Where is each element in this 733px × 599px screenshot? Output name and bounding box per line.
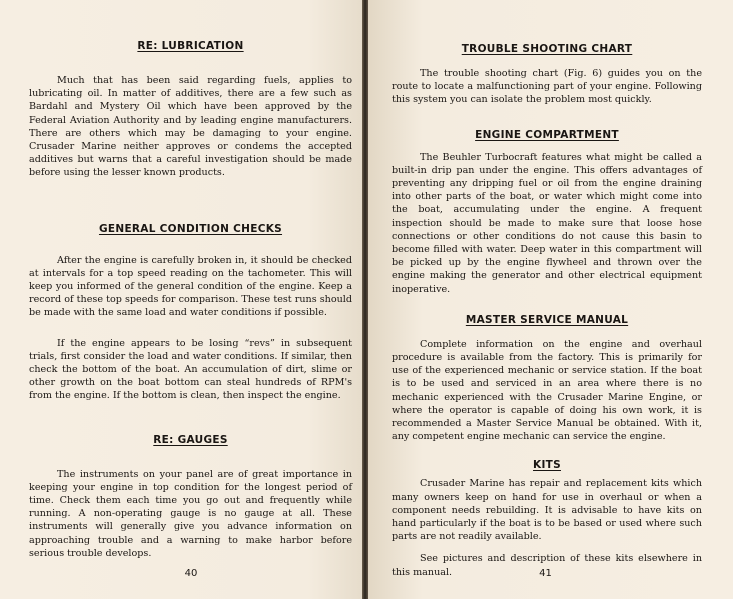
left-page bbox=[0, 0, 362, 599]
page-number-left: 40 bbox=[184, 568, 198, 579]
right-page bbox=[368, 0, 733, 599]
gauges-paragraph: The instruments on your panel are of great importance in keeping your engine in top condition for the longest period of time. Check them each time you go out and frequently while running. A non-operating gauge is no gauge at all. These instruments will generally give you advance information on approaching trouble and a warning to make harbor before serious trouble develops. bbox=[29, 468, 352, 559]
engine-compartment-heading: ENGINE COMPARTMENT bbox=[475, 128, 619, 141]
general-condition-heading: GENERAL CONDITION CHECKS bbox=[98, 222, 283, 235]
service-manual-paragraph: Complete information on the engine and overhaul procedure is available from the factory. This is primarily for use of the experienced mechanic or service station. If the boat is to be used and serviced in an area where there is no mechanic experienced with the Crusader Marine Engine, or where the operator is capable of doing his own work, it is recommended a Master Service Manual be obtained. With it, any competent engine mechanic can service the engine. bbox=[392, 338, 702, 443]
kits-heading: KITS bbox=[533, 459, 561, 472]
general-condition-paragraph-1: After the engine is carefully broken in, it should be checked at intervals for a top speed reading on the tachometer. This will keep you informed of the general condition of the engine. Keep a record of these top speeds for comparison. These test runs should be made with the same load and water conditions if possible. bbox=[29, 254, 352, 319]
trouble-chart-heading: TROUBLE SHOOTING CHART bbox=[461, 43, 633, 55]
service-manual-heading: MASTER SERVICE MANUAL bbox=[465, 313, 629, 326]
lubrication-paragraph: Much that has been said regarding fuels, applies to lubricating oil. In matter of additives, there are a few such as Bardahl and Mystery Oil which have been approved by the Federal Aviation Authority and by leading engine manufacturers. There are others which may be damaging to your engine. Crusader Marine neither approves or condems the accepted additives but warns that a careful investigation should be made before using the lesser known products. bbox=[29, 75, 352, 179]
kits-paragraph-2: See pictures and description of these kits elsewhere in this manual. bbox=[392, 553, 702, 578]
gauges-heading: RE: GAUGES bbox=[153, 433, 228, 446]
lubrication-heading: RE: LUBRICATION bbox=[137, 40, 244, 52]
page-number-right: 41 bbox=[539, 568, 552, 579]
engine-compartment-paragraph: The Beuhler Turbocraft features what might be called a built-in drip pan under the engine. This offers advantages of preventing any dripping fuel or oil from the engine draining into other parts of the boat, or water which might come into the boat, accumulating under the engine. A frequent inspection should be made to make sure that loose hose connections or other conditions do not cause this basin to become filled with water. Deep water in this compartment will be picked up by the engine flywheel and thrown over the engine making the generator and other electrical equipment inoperative. bbox=[392, 151, 702, 295]
kits-paragraph-1: Crusader Marine has repair and replacement kits which many owners keep on hand for use in overhaul or when a component needs rebuilding. It is advisable to have kits on hand particularly if the boat is to be based or used where such parts are not readily available. bbox=[392, 478, 702, 543]
trouble-chart-paragraph: The trouble shooting chart (Fig. 6) guides you on the route to locate a malfunctioning part of your engine. Following this system you can isolate the problem most quickly. bbox=[392, 68, 702, 106]
general-condition-paragraph-2: If the engine appears to be losing “revs” in subsequent trials, first consider the load and water conditions. If similar, then check the bottom of the boat. An accumulation of dirt, slime or other growth on the boat bottom can steal hundreds of RPM's from the engine. If the bottom is clean, then inspect the engine. bbox=[29, 337, 352, 402]
